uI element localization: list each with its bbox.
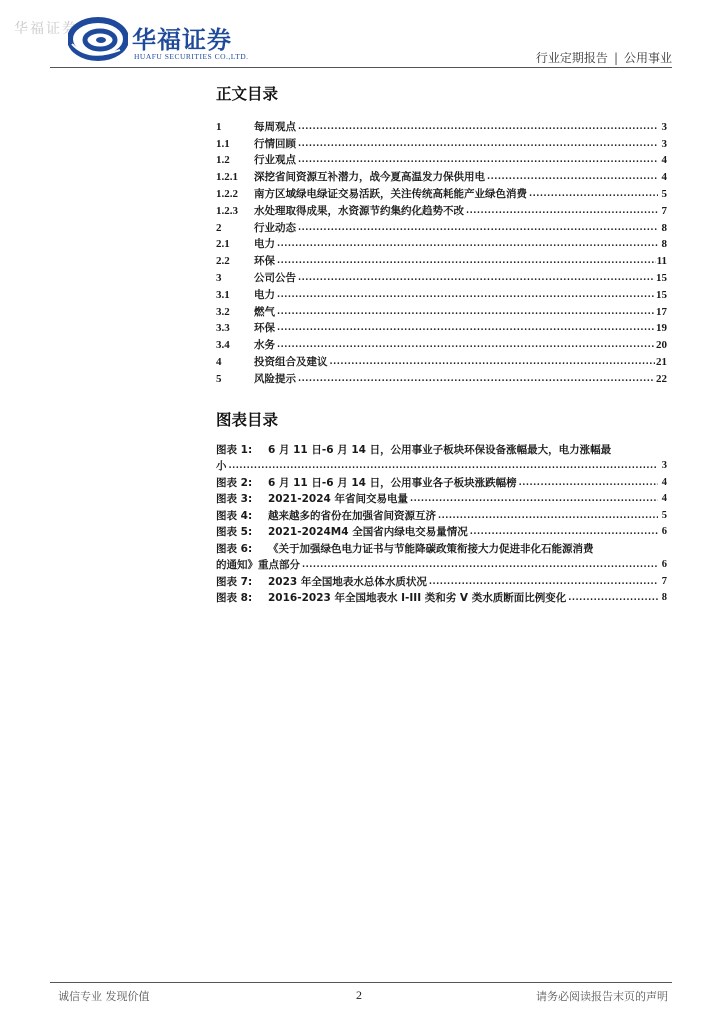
logo-english-name: HUAFU SECURITIES CO.,LTD. xyxy=(134,52,249,61)
industry-name: 公用事业 xyxy=(623,51,672,65)
figure-entry[interactable] xyxy=(216,490,667,507)
figure-entry-title-continuation: 小 xyxy=(216,460,227,472)
toc-entry[interactable] xyxy=(216,268,667,285)
toc-entry-number: 1.2.3 xyxy=(216,204,238,217)
figure-leader-dots xyxy=(470,528,658,537)
toc-entry-number: 3.3 xyxy=(216,322,230,335)
figure-entry-page: 3 xyxy=(661,460,667,471)
toc-entry[interactable] xyxy=(216,369,667,386)
toc-leader-dots xyxy=(277,257,656,266)
toc-leader-dots xyxy=(277,324,655,333)
figure-entry-label: 图表 6: xyxy=(216,542,253,555)
toc-leader-dots xyxy=(298,123,658,132)
toc-entry-page: 21 xyxy=(656,355,667,368)
figure-entry[interactable] xyxy=(216,473,667,490)
report-type: 行业定期报告 xyxy=(535,51,608,65)
figure-entry[interactable] xyxy=(216,572,667,589)
figure-entry-title: 2021-2024M4 全国省内绿电交易量情况 xyxy=(268,526,468,538)
header-divider xyxy=(50,67,672,68)
report-type-header xyxy=(536,49,672,66)
figure-entry-page: 7 xyxy=(661,575,667,587)
toc-entry-number: 3.2 xyxy=(216,305,230,318)
toc-entry[interactable] xyxy=(216,218,667,235)
figure-entry-continuation[interactable] xyxy=(216,556,667,573)
figure-entry[interactable] xyxy=(216,523,667,540)
figure-entry-page: 6 xyxy=(661,559,667,570)
toc-entry-title: 投资组合及建议 xyxy=(254,355,328,368)
figure-entry[interactable] xyxy=(216,506,667,523)
figure-entry-page: 5 xyxy=(661,509,667,521)
toc-entry-title: 水务 xyxy=(254,339,275,352)
toc-leader-dots xyxy=(466,207,658,216)
figure-entry-page: 4 xyxy=(661,476,667,488)
figure-entry-title: 2023 年全国地表水总体水质状况 xyxy=(268,575,427,588)
figure-entry-page: 4 xyxy=(661,493,667,504)
toc-entry[interactable] xyxy=(216,352,667,369)
toc-entry-title: 行情回顾 xyxy=(254,137,296,150)
table-of-contents xyxy=(216,117,667,386)
figure-entry-title: 《关于加强绿色电力证书与节能降碳政策衔接大力促进非化石能源消费 xyxy=(268,542,594,555)
toc-entry-page: 22 xyxy=(656,372,667,385)
toc-entry-number: 2 xyxy=(216,221,222,234)
figure-leader-dots xyxy=(429,578,658,587)
figure-entry-label: 图表 1: xyxy=(216,443,253,456)
figures-heading: 图表目录 xyxy=(216,411,279,429)
footer-divider xyxy=(50,982,672,983)
toc-entry-number: 1.1 xyxy=(216,137,230,150)
toc-leader-dots xyxy=(298,274,655,283)
list-of-figures xyxy=(216,440,667,605)
toc-entry-page: 19 xyxy=(656,322,667,335)
toc-entry-page: 3 xyxy=(661,137,667,150)
toc-entry-number: 3 xyxy=(216,271,222,284)
header-separator: | xyxy=(613,51,618,65)
toc-heading: 正文目录 xyxy=(216,85,279,103)
toc-entry-number: 5 xyxy=(216,372,222,385)
toc-entry-title: 行业动态 xyxy=(254,221,296,234)
toc-entry-title: 环保 xyxy=(254,255,275,268)
figure-leader-dots xyxy=(229,462,659,471)
toc-entry-number: 1.2 xyxy=(216,154,230,167)
figure-leader-dots xyxy=(410,495,658,504)
toc-leader-dots xyxy=(298,156,658,165)
toc-entry-number: 1 xyxy=(216,120,222,133)
toc-entry-page: 4 xyxy=(661,171,667,184)
toc-entry-page: 20 xyxy=(656,339,667,352)
logo-swirl-icon xyxy=(68,14,128,64)
toc-leader-dots xyxy=(277,341,655,350)
toc-entry[interactable] xyxy=(216,251,667,268)
toc-entry-page: 5 xyxy=(661,187,667,200)
logo-chinese-name: 华福证券 xyxy=(132,26,232,54)
toc-entry-title: 电力 xyxy=(254,288,275,301)
figure-entry-title: 6 月 11 日-6 月 14 日，公用事业子板块环保设备涨幅最大，电力涨幅最 xyxy=(268,443,612,456)
toc-entry[interactable] xyxy=(216,117,667,134)
toc-leader-dots xyxy=(298,375,655,384)
toc-entry-page: 8 xyxy=(661,221,667,234)
toc-entry-title: 环保 xyxy=(254,322,275,335)
toc-entry[interactable] xyxy=(216,151,667,168)
figure-entry-page: 6 xyxy=(661,526,667,537)
toc-entry[interactable] xyxy=(216,201,667,218)
figure-entry-title: 2016-2023 年全国地表水 I-III 类和劣 V 类水质断面比例变化 xyxy=(268,592,567,604)
company-logo xyxy=(68,14,278,64)
figure-entry-label: 图表 2: xyxy=(216,476,253,489)
watermark: 华福证券 xyxy=(14,21,78,37)
toc-leader-dots xyxy=(298,140,658,149)
toc-entry-number: 1.2.1 xyxy=(216,171,238,184)
toc-entry-title: 行业观点 xyxy=(254,154,296,167)
toc-entry-title: 燃气 xyxy=(254,305,275,318)
footer-disclaimer: 请务必阅读报告末页的声明 xyxy=(536,990,668,1003)
figure-entry-title: 越来越多的省份在加强省间资源互济 xyxy=(268,509,436,522)
figure-entry-page: 8 xyxy=(661,592,667,603)
toc-entry[interactable] xyxy=(216,335,667,352)
toc-entry[interactable] xyxy=(216,319,667,336)
toc-leader-dots xyxy=(330,358,656,367)
figure-entry-label: 图表 7: xyxy=(216,575,253,588)
toc-entry[interactable] xyxy=(216,302,667,319)
toc-entry-page: 11 xyxy=(656,255,667,268)
footer-slogan: 诚信专业 发现价值 xyxy=(58,990,150,1003)
toc-entry-page: 15 xyxy=(656,271,667,284)
figure-entry[interactable] xyxy=(216,589,667,606)
toc-entry[interactable] xyxy=(216,167,667,184)
toc-entry-title: 公司公告 xyxy=(254,271,296,284)
toc-entry-title: 水处理取得成果，水资源节约集约化趋势不改 xyxy=(254,204,464,217)
toc-entry[interactable] xyxy=(216,134,667,151)
figure-entry-label: 图表 3: xyxy=(216,493,253,505)
toc-entry-number: 3.1 xyxy=(216,288,230,301)
figure-entry[interactable] xyxy=(216,440,667,457)
toc-leader-dots xyxy=(529,190,658,199)
toc-leader-dots xyxy=(298,224,658,233)
toc-entry-page: 8 xyxy=(661,238,667,251)
toc-leader-dots xyxy=(487,173,658,182)
toc-entry-title: 深挖省间资源互补潜力，战今夏高温发力保供用电 xyxy=(254,171,485,184)
figure-entry-title-continuation: 的通知》重点部分 xyxy=(216,559,300,571)
figure-entry-label: 图表 5: xyxy=(216,526,253,538)
page-number: 2 xyxy=(356,988,362,1002)
figure-entry-title: 6 月 11 日-6 月 14 日，公用事业各子板块涨跌幅榜 xyxy=(268,476,517,489)
toc-entry-title: 风险提示 xyxy=(254,372,296,385)
toc-entry-page: 15 xyxy=(656,288,667,301)
toc-entry[interactable] xyxy=(216,235,667,252)
toc-entry-page: 7 xyxy=(661,204,667,217)
figure-entry-label: 图表 8: xyxy=(216,592,253,604)
figure-leader-dots xyxy=(519,479,658,488)
toc-entry-number: 2.2 xyxy=(216,255,230,268)
figure-leader-dots xyxy=(568,594,658,603)
toc-entry-number: 2.1 xyxy=(216,238,230,251)
toc-leader-dots xyxy=(277,308,655,317)
toc-entry-number: 3.4 xyxy=(216,339,230,352)
toc-entry-title: 南方区域绿电绿证交易活跃，关注传统高耗能产业绿色消费 xyxy=(254,187,527,200)
toc-entry[interactable] xyxy=(216,285,667,302)
figure-entry[interactable] xyxy=(216,539,667,556)
figure-entry-label: 图表 4: xyxy=(216,509,253,522)
toc-entry-page: 4 xyxy=(661,154,667,167)
toc-leader-dots xyxy=(277,291,655,300)
toc-entry-number: 1.2.2 xyxy=(216,187,238,200)
toc-entry-title: 每周观点 xyxy=(254,120,296,133)
toc-entry-page: 3 xyxy=(661,120,667,133)
toc-entry-title: 电力 xyxy=(254,238,275,251)
toc-entry-page: 17 xyxy=(656,305,667,318)
figure-entry-title: 2021-2024 年省间交易电量 xyxy=(268,493,408,505)
toc-entry-number: 4 xyxy=(216,355,222,368)
toc-entry[interactable] xyxy=(216,184,667,201)
figure-leader-dots xyxy=(302,561,658,570)
figure-entry-continuation[interactable] xyxy=(216,457,667,474)
figure-leader-dots xyxy=(438,512,658,521)
toc-leader-dots xyxy=(277,240,658,249)
